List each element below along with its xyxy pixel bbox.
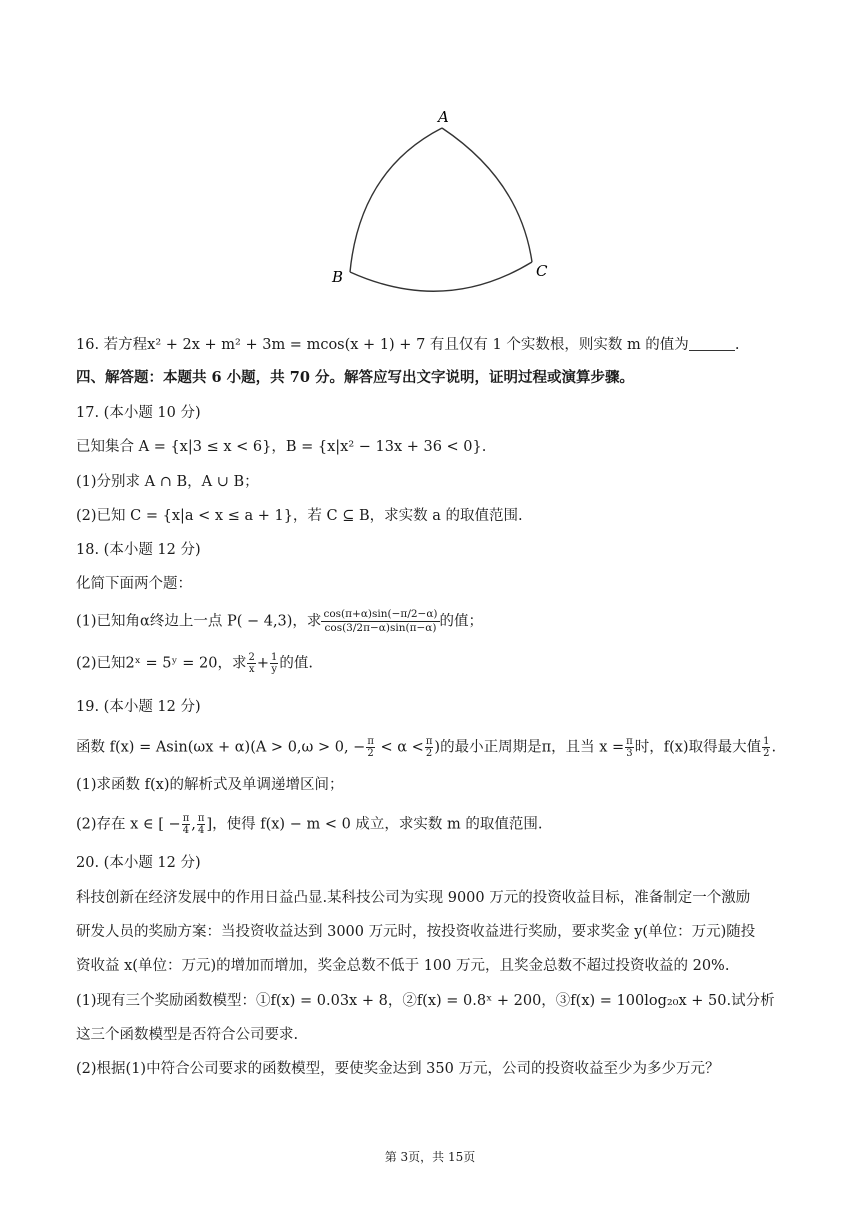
question-19-line-2: (1)求函数 f(x)的解析式及单调递增区间； bbox=[76, 777, 344, 793]
fraction-denominator: x bbox=[248, 664, 255, 675]
arc-ac bbox=[442, 128, 532, 262]
q19-text-d: 时，f(x)取得最大值 bbox=[634, 739, 762, 756]
comma: , bbox=[191, 816, 196, 833]
fraction-pi-over-2 bbox=[366, 736, 375, 759]
question-20-line-6: (2)根据(1)中符合公司要求的函数模型，要使奖金达到 350 万元，公司的投资收益至少为多少万元？ bbox=[76, 1061, 720, 1077]
fraction-denominator: 2 bbox=[763, 748, 770, 759]
question-18-line-1: 化简下面两个题： bbox=[76, 576, 192, 592]
fraction-1-over-2 bbox=[762, 736, 770, 759]
fraction-pi-over-2 bbox=[425, 736, 434, 759]
fraction-numerator: 1 bbox=[271, 652, 278, 663]
question-20-heading: 20. (本小题 12 分) bbox=[76, 855, 201, 871]
page-number-footer: 第 3页，共 15页 bbox=[384, 1150, 476, 1164]
question-17-heading: 17. (本小题 10 分) bbox=[76, 405, 201, 421]
question-20-line-5: 这三个函数模型是否符合公司要求. bbox=[76, 1027, 299, 1043]
fraction-pi-over-3 bbox=[625, 736, 634, 759]
vertex-label-c: C bbox=[536, 262, 548, 280]
question-18-line-2 bbox=[76, 608, 820, 635]
question-17-line-2: (1)分别求 A ∩ B，A ∪ B； bbox=[76, 474, 259, 490]
question-20-line-1: 科技创新在经济发展中的作用日益凸显.某科技公司为实现 9000 万元的投资收益目标，准备制定一个激励 bbox=[76, 890, 751, 906]
fraction-numerator: π bbox=[197, 813, 205, 824]
question-20-line-4: (1)现有三个奖励函数模型：①f(x) = 0.03x + 8，②f(x) = 0.8ˣ + 200，③f(x) = 100log₂₀x + 50.试分析 bbox=[76, 993, 775, 1009]
fraction-pi-over-4 bbox=[197, 813, 206, 836]
question-19-heading: 19. (本小题 12 分) bbox=[76, 699, 201, 715]
reuleaux-triangle-figure bbox=[320, 100, 560, 300]
fraction-denominator: 4 bbox=[182, 825, 190, 836]
fraction-denominator: y bbox=[271, 664, 278, 675]
fraction-numerator: π bbox=[626, 736, 633, 747]
arc-bc bbox=[350, 262, 532, 291]
question-20-line-3: 资收益 x(单位：万元)的增加而增加，奖金总数不低于 100 万元，且奖金总数不超过投资收益的 20%. bbox=[76, 958, 730, 974]
fraction-denominator: 2 bbox=[425, 748, 433, 759]
question-17-line-3: (2)已知 C = {x|a < x ≤ a + 1}，若 C ⊆ B，求实数 a 的取值范围. bbox=[76, 508, 523, 524]
q19-text-b: < α < bbox=[375, 739, 424, 756]
question-19-line-3 bbox=[76, 813, 820, 836]
arc-ab bbox=[350, 128, 442, 272]
fraction-denominator: 2 bbox=[367, 748, 374, 759]
plus-sign: + bbox=[256, 655, 269, 672]
section-heading: 四、解答题：本题共 6 小题，共 70 分。解答应写出文字说明，证明过程或演算步骤。 bbox=[76, 369, 634, 386]
fraction-pi-over-4 bbox=[182, 813, 191, 836]
fraction-numerator: 1 bbox=[763, 736, 770, 747]
q19-interval-end: ]，使得 f(x) − m < 0 成立，求实数 m 的取值范围. bbox=[206, 816, 543, 833]
question-16-end: . bbox=[734, 337, 740, 353]
fraction-numerator: 2 bbox=[248, 652, 255, 663]
question-18-line-3 bbox=[76, 652, 820, 675]
fraction-2-over-x bbox=[247, 652, 255, 675]
q19-text-a: 函数 f(x) = Asin(ωx + α)(A > 0,ω > 0, − bbox=[76, 739, 366, 756]
question-17-line-1: 已知集合 A = {x|3 ≤ x < 6}，B = {x|x² − 13x + 36 < 0}. bbox=[76, 439, 487, 455]
trig-fraction bbox=[321, 608, 439, 635]
fraction-numerator: π bbox=[367, 736, 374, 747]
question-16-text: 16. 若方程x² + 2x + m² + 3m = mcos(x + 1) + 7 有且仅有 1 个实数根，则实数 m 的值为 bbox=[76, 337, 689, 353]
fraction-1-over-y bbox=[270, 652, 278, 675]
answer-blank bbox=[689, 336, 735, 351]
q18-part2-suffix: 的值. bbox=[279, 655, 313, 672]
question-20-line-2: 研发人员的奖励方案：当投资收益达到 3000 万元时，按投资收益进行奖励，要求奖金 y(单位：万元)随投 bbox=[76, 924, 756, 940]
trig-denominator: cos(3/2π−α)sin(π−α) bbox=[324, 622, 437, 634]
q18-part1-suffix: 的值； bbox=[439, 613, 484, 630]
fraction-numerator: π bbox=[425, 736, 433, 747]
q19-text-c: )的最小正周期是π，且当 x = bbox=[434, 739, 625, 756]
q18-part1-prefix: (1)已知角α终边上一点 P( − 4,3)，求 bbox=[76, 613, 322, 630]
q18-part2-prefix: (2)已知2ˣ = 5ʸ = 20，求 bbox=[76, 655, 247, 672]
question-18-heading: 18. (本小题 12 分) bbox=[76, 542, 201, 558]
fraction-denominator: 3 bbox=[626, 748, 633, 759]
vertex-label-b: B bbox=[332, 268, 344, 286]
question-16 bbox=[76, 335, 820, 355]
q19-interval-start: (2)存在 x ∈ [ − bbox=[76, 816, 181, 833]
fraction-denominator: 4 bbox=[197, 825, 205, 836]
fraction-numerator: π bbox=[182, 813, 190, 824]
trig-numerator: cos(π+α)sin(−π/2−α) bbox=[323, 608, 438, 620]
vertex-label-a: A bbox=[438, 108, 449, 126]
question-19-line-1 bbox=[76, 736, 820, 759]
q19-text-e: . bbox=[771, 739, 777, 756]
